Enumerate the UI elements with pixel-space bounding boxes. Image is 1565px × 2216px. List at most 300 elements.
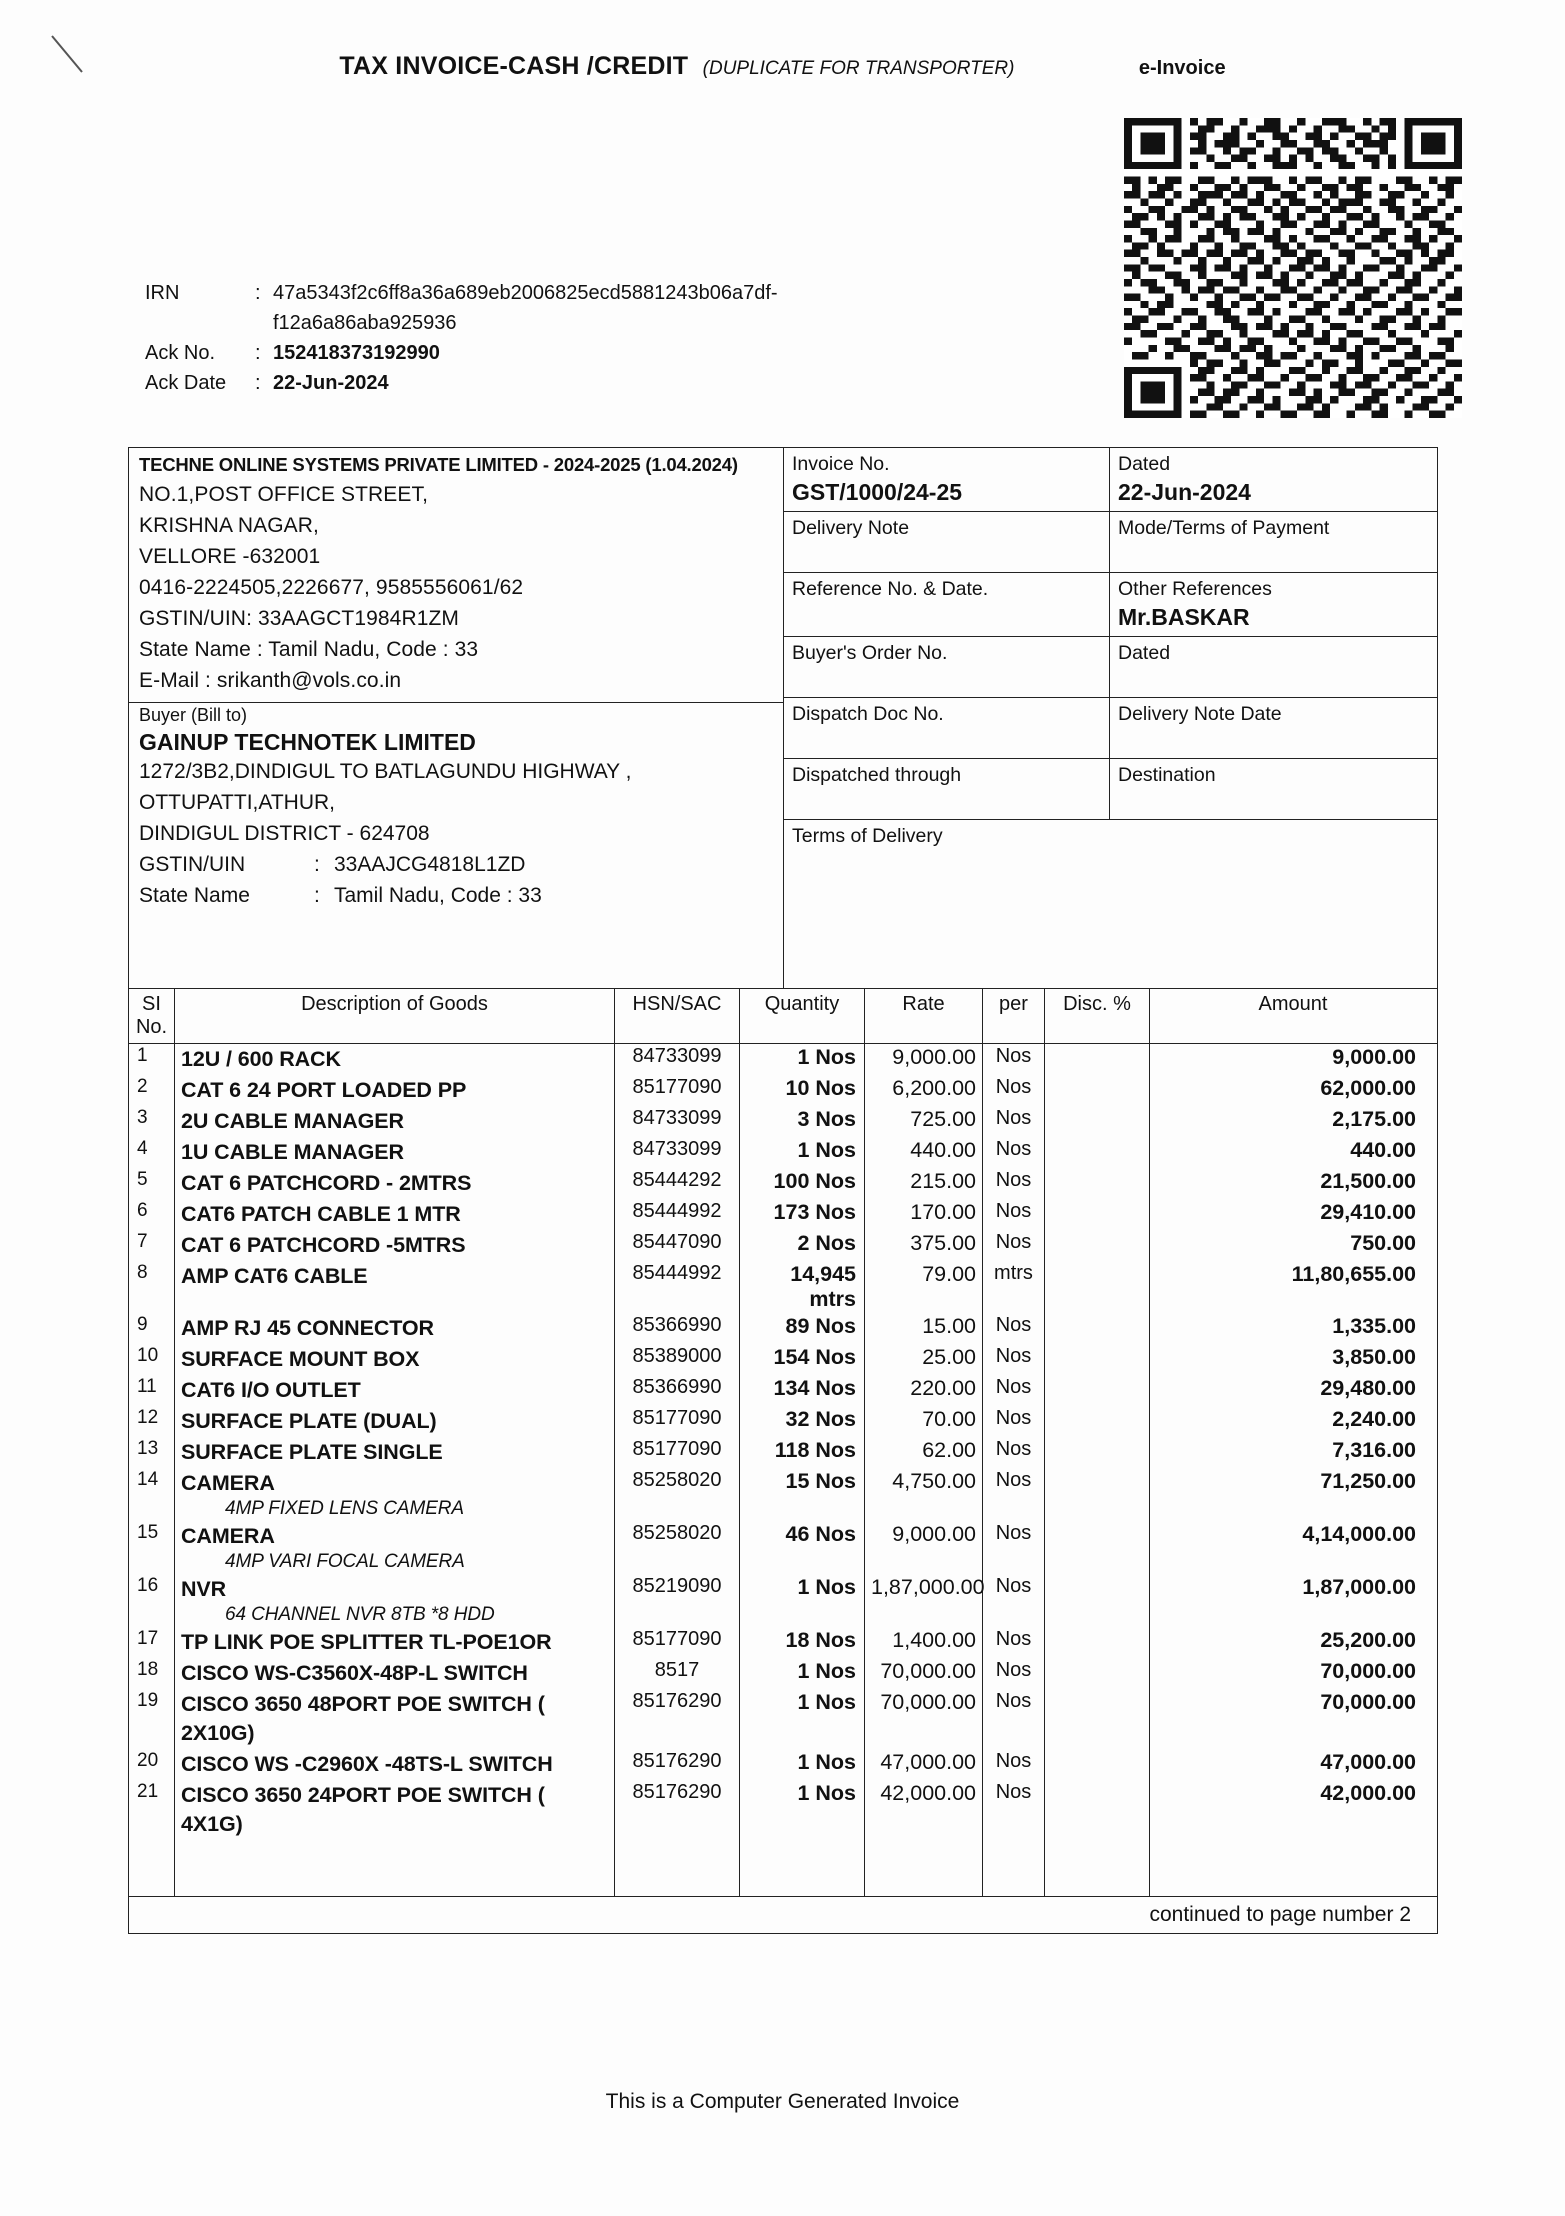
row-serial: 17 xyxy=(129,1627,175,1658)
row-rate: 725.00 xyxy=(865,1106,983,1137)
row-amount: 70,000.00 xyxy=(1320,1659,1416,1683)
meta-row-dispatched-through xyxy=(784,759,1437,820)
row-quantity: 1 Nos xyxy=(740,1780,865,1840)
buyers-order-cell xyxy=(784,637,1110,697)
row-description-main: CISCO WS -C2960X -48TS-L SWITCH xyxy=(181,1752,553,1776)
row-quantity: 1 Nos xyxy=(740,1658,865,1689)
row-description xyxy=(175,1780,615,1840)
row-description-sub: 64 CHANNEL NVR 8TB *8 HDD xyxy=(225,1604,495,1625)
row-serial: 8 xyxy=(129,1261,175,1313)
continued-note: continued to page number 2 xyxy=(129,1896,1437,1933)
row-description-main: 2U CABLE MANAGER xyxy=(181,1109,404,1133)
row-description-main: SURFACE PLATE (DUAL) xyxy=(181,1409,437,1433)
irn-label: IRN xyxy=(145,282,180,304)
seller-address-1: NO.1,POST OFFICE STREET, xyxy=(139,483,429,506)
other-references-value: Mr.BASKAR xyxy=(1118,604,1250,630)
row-hsn: 85219090 xyxy=(615,1574,740,1627)
einvoice-label: e-Invoice xyxy=(1138,57,1226,79)
row-disc xyxy=(1045,1689,1150,1749)
row-quantity: 14,945 mtrs xyxy=(740,1261,865,1313)
col-per: per xyxy=(983,989,1045,1043)
table-spacer-cell xyxy=(175,1840,615,1896)
table-row xyxy=(129,1689,1437,1749)
buyer-gstin-value: 33AAJCG4818L1ZD xyxy=(334,853,526,876)
meta-row-delivery-note xyxy=(784,512,1437,573)
seller-buyer-column xyxy=(129,448,784,988)
row-per: Nos xyxy=(983,1344,1045,1375)
row-disc xyxy=(1045,1627,1150,1658)
row-hsn: 85447090 xyxy=(615,1230,740,1261)
row-description-sub: 4MP VARI FOCAL CAMERA xyxy=(225,1551,465,1572)
destination-cell xyxy=(1110,759,1437,819)
duplicate-note: (DUPLICATE FOR TRANSPORTER) xyxy=(702,58,1015,79)
row-serial: 10 xyxy=(129,1344,175,1375)
row-rate: 70.00 xyxy=(865,1406,983,1437)
reference-label: Reference No. & Date. xyxy=(792,578,989,600)
table-spacer-row xyxy=(129,1840,1437,1896)
table-row xyxy=(129,1749,1437,1780)
row-amount: 71,250.00 xyxy=(1320,1469,1416,1493)
table-row xyxy=(129,1199,1437,1230)
row-per: Nos xyxy=(983,1780,1045,1840)
row-disc xyxy=(1045,1230,1150,1261)
meta-row-dispatch-doc xyxy=(784,698,1437,759)
row-amount: 4,14,000.00 xyxy=(1302,1522,1416,1546)
row-per: Nos xyxy=(983,1521,1045,1574)
buyers-order-dated-label: Dated xyxy=(1118,642,1171,664)
irn-value-line1: 47a5343f2c6ff8a36a689eb2006825ecd5881243b06a7df- xyxy=(273,282,778,304)
row-per: Nos xyxy=(983,1199,1045,1230)
row-description-main: CAT 6 24 PORT LOADED PP xyxy=(181,1078,467,1102)
irn-value-line2: f12a6a86aba925936 xyxy=(273,312,457,334)
table-spacer-cell xyxy=(983,1840,1045,1896)
row-amount: 70,000.00 xyxy=(1320,1690,1416,1714)
row-serial: 11 xyxy=(129,1375,175,1406)
reference-cell xyxy=(784,573,1110,636)
row-disc xyxy=(1045,1344,1150,1375)
invoice-dated-value: 22-Jun-2024 xyxy=(1118,479,1251,505)
row-quantity: 1 Nos xyxy=(740,1574,865,1627)
row-amount: 62,000.00 xyxy=(1320,1076,1416,1100)
row-disc xyxy=(1045,1168,1150,1199)
row-per: Nos xyxy=(983,1437,1045,1468)
row-hsn: 84733099 xyxy=(615,1106,740,1137)
col-description: Description of Goods xyxy=(175,989,615,1043)
row-description-main: CAMERA xyxy=(181,1471,275,1495)
row-description xyxy=(175,1137,615,1168)
row-amount: 21,500.00 xyxy=(1320,1169,1416,1193)
ack-date-label: Ack Date xyxy=(145,372,227,394)
row-per: Nos xyxy=(983,1406,1045,1437)
row-description-main: AMP CAT6 CABLE xyxy=(181,1264,368,1288)
invoice-dated-label: Dated xyxy=(1118,453,1171,475)
table-row xyxy=(129,1313,1437,1344)
buyers-order-label: Buyer's Order No. xyxy=(792,642,948,664)
table-row xyxy=(129,1375,1437,1406)
row-description-sub: 4MP FIXED LENS CAMERA xyxy=(225,1498,464,1519)
ack-no-colon: : xyxy=(255,342,261,364)
row-hsn: 84733099 xyxy=(615,1044,740,1075)
seller-state: State Name : Tamil Nadu, Code : 33 xyxy=(139,638,479,661)
row-serial: 21 xyxy=(129,1780,175,1840)
row-quantity: 18 Nos xyxy=(740,1627,865,1658)
table-spacer-cell xyxy=(1150,1840,1436,1896)
row-hsn: 85176290 xyxy=(615,1689,740,1749)
dispatched-through-cell xyxy=(784,759,1110,819)
row-disc xyxy=(1045,1106,1150,1137)
mode-terms-cell xyxy=(1110,512,1437,572)
row-quantity: 154 Nos xyxy=(740,1344,865,1375)
terms-of-delivery-label: Terms of Delivery xyxy=(792,825,943,847)
row-rate: 220.00 xyxy=(865,1375,983,1406)
row-hsn: 85176290 xyxy=(615,1780,740,1840)
row-description-main: SURFACE PLATE SINGLE xyxy=(181,1440,443,1464)
table-row xyxy=(129,1168,1437,1199)
row-hsn: 85444992 xyxy=(615,1261,740,1313)
seller-name: TECHNE ONLINE SYSTEMS PRIVATE LIMITED - 2024-2025 (1.04.2024) xyxy=(139,454,738,475)
meta-row-reference xyxy=(784,573,1437,637)
row-serial: 2 xyxy=(129,1075,175,1106)
row-rate: 1,400.00 xyxy=(865,1627,983,1658)
irn-row-continued xyxy=(145,308,778,338)
row-quantity: 1 Nos xyxy=(740,1137,865,1168)
items-table-body xyxy=(129,1044,1437,1896)
row-hsn: 85177090 xyxy=(615,1627,740,1658)
table-row xyxy=(129,1406,1437,1437)
row-amount: 47,000.00 xyxy=(1320,1750,1416,1774)
row-disc xyxy=(1045,1313,1150,1344)
row-description xyxy=(175,1574,615,1627)
table-row xyxy=(129,1468,1437,1521)
ack-no-label: Ack No. xyxy=(145,342,216,364)
row-serial: 20 xyxy=(129,1749,175,1780)
table-spacer-cell xyxy=(129,1840,175,1896)
row-description-main: CAT6 PATCH CABLE 1 MTR xyxy=(181,1202,461,1226)
col-hsn: HSN/SAC xyxy=(615,989,740,1043)
row-rate: 62.00 xyxy=(865,1437,983,1468)
row-rate: 9,000.00 xyxy=(865,1044,983,1075)
row-description xyxy=(175,1521,615,1574)
row-per: mtrs xyxy=(983,1261,1045,1313)
row-disc xyxy=(1045,1044,1150,1075)
row-description-main: NVR xyxy=(181,1577,227,1601)
row-hsn: 85177090 xyxy=(615,1437,740,1468)
buyer-address-3: DINDIGUL DISTRICT - 624708 xyxy=(139,822,430,845)
ack-no-value: 152418373192990 xyxy=(273,342,440,364)
row-per: Nos xyxy=(983,1106,1045,1137)
other-references-cell xyxy=(1110,573,1437,636)
col-sl-label: SI xyxy=(142,993,161,1015)
row-description xyxy=(175,1106,615,1137)
row-amount: 2,175.00 xyxy=(1332,1107,1416,1131)
seller-gstin: GSTIN/UIN: 33AAGCT1984R1ZM xyxy=(139,607,460,630)
buyer-heading: Buyer (Bill to) xyxy=(129,702,783,726)
row-hsn: 85366990 xyxy=(615,1375,740,1406)
row-amount: 29,410.00 xyxy=(1320,1200,1416,1224)
row-description-main: CAT 6 PATCHCORD -5MTRS xyxy=(181,1233,466,1257)
row-amount: 9,000.00 xyxy=(1332,1045,1416,1069)
buyer-gstin-row xyxy=(139,849,773,880)
row-per: Nos xyxy=(983,1313,1045,1344)
buyer-state-colon: : xyxy=(314,884,320,907)
buyer-state-value: Tamil Nadu, Code : 33 xyxy=(334,884,542,907)
row-hsn: 85444292 xyxy=(615,1168,740,1199)
row-description xyxy=(175,1468,615,1521)
footer-note: This is a Computer Generated Invoice xyxy=(605,2090,960,2113)
row-hsn: 85444992 xyxy=(615,1199,740,1230)
row-description-main: CAT6 I/O OUTLET xyxy=(181,1378,361,1402)
row-per: Nos xyxy=(983,1689,1045,1749)
row-quantity: 3 Nos xyxy=(740,1106,865,1137)
table-row xyxy=(129,1137,1437,1168)
seller-email: E-Mail : srikanth@vols.co.in xyxy=(139,669,402,692)
qr-code xyxy=(1124,118,1462,418)
row-description-main: CISCO WS-C3560X-48P-L SWITCH xyxy=(181,1661,528,1685)
row-quantity: 32 Nos xyxy=(740,1406,865,1437)
table-spacer-cell xyxy=(1045,1840,1150,1896)
row-quantity: 1 Nos xyxy=(740,1689,865,1749)
row-description xyxy=(175,1199,615,1230)
mode-terms-label: Mode/Terms of Payment xyxy=(1118,517,1330,539)
row-rate: 215.00 xyxy=(865,1168,983,1199)
row-disc xyxy=(1045,1749,1150,1780)
row-hsn: 84733099 xyxy=(615,1137,740,1168)
row-serial: 19 xyxy=(129,1689,175,1749)
row-rate: 47,000.00 xyxy=(865,1749,983,1780)
col-amount: Amount xyxy=(1258,993,1328,1015)
row-disc xyxy=(1045,1199,1150,1230)
col-sl xyxy=(129,989,175,1043)
table-row xyxy=(129,1106,1437,1137)
items-table-header xyxy=(129,989,1437,1044)
row-amount: 25,200.00 xyxy=(1320,1628,1416,1652)
row-serial: 4 xyxy=(129,1137,175,1168)
row-per: Nos xyxy=(983,1375,1045,1406)
table-row xyxy=(129,1344,1437,1375)
irn-colon: : xyxy=(255,282,261,304)
row-hsn: 85366990 xyxy=(615,1313,740,1344)
buyer-gstin-colon: : xyxy=(314,853,320,876)
buyer-state-row xyxy=(139,880,773,911)
buyers-order-dated-cell xyxy=(1110,637,1437,697)
row-amount: 29,480.00 xyxy=(1320,1376,1416,1400)
invoice-dated-cell xyxy=(1110,448,1437,511)
table-spacer-cell xyxy=(615,1840,740,1896)
row-disc xyxy=(1045,1521,1150,1574)
row-description-main: CISCO 3650 48PORT POE SWITCH ( 2X10G) xyxy=(181,1692,545,1745)
row-amount: 1,87,000.00 xyxy=(1302,1575,1416,1599)
dispatched-through-label: Dispatched through xyxy=(792,764,962,786)
destination-label: Destination xyxy=(1118,764,1216,786)
row-description xyxy=(175,1230,615,1261)
row-quantity: 46 Nos xyxy=(740,1521,865,1574)
row-quantity: 10 Nos xyxy=(740,1075,865,1106)
row-quantity: 118 Nos xyxy=(740,1437,865,1468)
buyer-address-1: 1272/3B2,DINDIGUL TO BATLAGUNDU HIGHWAY , xyxy=(139,760,632,783)
buyer-address-2: OTTUPATTI,ATHUR, xyxy=(139,791,335,814)
invoice-no-label: Invoice No. xyxy=(792,453,890,475)
row-amount: 1,335.00 xyxy=(1332,1314,1416,1338)
row-rate: 6,200.00 xyxy=(865,1075,983,1106)
row-description xyxy=(175,1658,615,1689)
row-description xyxy=(175,1375,615,1406)
row-per: Nos xyxy=(983,1075,1045,1106)
ack-no-row xyxy=(145,338,778,368)
table-row xyxy=(129,1574,1437,1627)
row-quantity: 89 Nos xyxy=(740,1313,865,1344)
row-amount: 2,240.00 xyxy=(1332,1407,1416,1431)
row-hsn: 85389000 xyxy=(615,1344,740,1375)
row-quantity: 100 Nos xyxy=(740,1168,865,1199)
table-row xyxy=(129,1230,1437,1261)
meta-row-invoice xyxy=(784,448,1437,512)
row-serial: 5 xyxy=(129,1168,175,1199)
seller-address-3: VELLORE -632001 xyxy=(139,545,321,568)
table-row xyxy=(129,1627,1437,1658)
row-disc xyxy=(1045,1137,1150,1168)
row-per: Nos xyxy=(983,1749,1045,1780)
row-serial: 15 xyxy=(129,1521,175,1574)
ack-date-row xyxy=(145,368,778,398)
page-title: TAX INVOICE-CASH /CREDIT xyxy=(339,52,689,80)
row-per: Nos xyxy=(983,1137,1045,1168)
document-header xyxy=(0,52,1565,81)
delivery-note-date-cell xyxy=(1110,698,1437,758)
delivery-note-cell xyxy=(784,512,1110,572)
row-hsn: 85177090 xyxy=(615,1406,740,1437)
row-rate: 170.00 xyxy=(865,1199,983,1230)
buyer-name: GAINUP TECHNOTEK LIMITED xyxy=(139,729,476,755)
row-quantity: 173 Nos xyxy=(740,1199,865,1230)
row-description-main: 12U / 600 RACK xyxy=(181,1047,341,1071)
row-disc xyxy=(1045,1658,1150,1689)
row-amount: 42,000.00 xyxy=(1320,1781,1416,1805)
row-hsn: 85258020 xyxy=(615,1521,740,1574)
row-description xyxy=(175,1689,615,1749)
row-per: Nos xyxy=(983,1168,1045,1199)
row-disc xyxy=(1045,1780,1150,1840)
row-serial: 16 xyxy=(129,1574,175,1627)
row-description-main: CISCO 3650 24PORT POE SWITCH ( 4X1G) xyxy=(181,1783,545,1836)
row-disc xyxy=(1045,1468,1150,1521)
row-description-main: CAMERA xyxy=(181,1524,275,1548)
table-row xyxy=(129,1780,1437,1840)
row-quantity: 1 Nos xyxy=(740,1044,865,1075)
col-quantity: Quantity xyxy=(740,989,865,1043)
invoice-no-cell xyxy=(784,448,1110,511)
row-quantity: 15 Nos xyxy=(740,1468,865,1521)
row-description-main: TP LINK POE SPLITTER TL-POE1OR xyxy=(181,1630,552,1654)
seller-phone: 0416-2224505,2226677, 9585556061/62 xyxy=(139,576,524,599)
row-description xyxy=(175,1437,615,1468)
row-quantity: 1 Nos xyxy=(740,1749,865,1780)
ack-date-colon: : xyxy=(255,372,261,394)
terms-of-delivery-cell xyxy=(784,820,1437,988)
row-disc xyxy=(1045,1261,1150,1313)
buyer-gstin-label: GSTIN/UIN xyxy=(139,853,246,876)
row-rate: 15.00 xyxy=(865,1313,983,1344)
row-description xyxy=(175,1344,615,1375)
row-rate: 42,000.00 xyxy=(865,1780,983,1840)
table-row xyxy=(129,1261,1437,1313)
seller-address-2: KRISHNA NAGAR, xyxy=(139,514,319,537)
irn-row xyxy=(145,278,778,308)
row-per: Nos xyxy=(983,1574,1045,1627)
row-description-main: SURFACE MOUNT BOX xyxy=(181,1347,420,1371)
row-rate: 440.00 xyxy=(865,1137,983,1168)
delivery-note-label: Delivery Note xyxy=(792,517,910,539)
row-hsn: 85258020 xyxy=(615,1468,740,1521)
col-sl-sub-label: No. xyxy=(135,1016,168,1038)
meta-row-buyers-order xyxy=(784,637,1437,698)
row-disc xyxy=(1045,1574,1150,1627)
row-hsn: 85176290 xyxy=(615,1749,740,1780)
row-rate: 70,000.00 xyxy=(865,1689,983,1749)
meta-row-terms-of-delivery xyxy=(784,820,1437,988)
row-disc xyxy=(1045,1375,1150,1406)
table-row xyxy=(129,1521,1437,1574)
row-serial: 18 xyxy=(129,1658,175,1689)
row-serial: 12 xyxy=(129,1406,175,1437)
row-rate: 70,000.00 xyxy=(865,1658,983,1689)
table-row xyxy=(129,1075,1437,1106)
row-quantity: 134 Nos xyxy=(740,1375,865,1406)
invoice-no-value: GST/1000/24-25 xyxy=(792,479,963,505)
row-disc xyxy=(1045,1406,1150,1437)
invoice-body xyxy=(128,447,1438,1934)
table-row xyxy=(129,1437,1437,1468)
row-rate: 25.00 xyxy=(865,1344,983,1375)
row-amount: 7,316.00 xyxy=(1332,1438,1416,1462)
row-description-main: AMP RJ 45 CONNECTOR xyxy=(181,1316,434,1340)
row-rate: 1,87,000.00 xyxy=(865,1574,983,1627)
table-row xyxy=(129,1658,1437,1689)
row-description xyxy=(175,1261,615,1313)
row-serial: 7 xyxy=(129,1230,175,1261)
row-per: Nos xyxy=(983,1044,1045,1075)
row-disc xyxy=(1045,1075,1150,1106)
row-rate: 375.00 xyxy=(865,1230,983,1261)
row-description xyxy=(175,1749,615,1780)
row-hsn: 8517 xyxy=(615,1658,740,1689)
row-description xyxy=(175,1075,615,1106)
table-spacer-cell xyxy=(740,1840,865,1896)
table-spacer-cell xyxy=(865,1840,983,1896)
row-description xyxy=(175,1168,615,1199)
ack-date-value: 22-Jun-2024 xyxy=(273,372,389,394)
row-amount: 3,850.00 xyxy=(1332,1345,1416,1369)
col-disc: Disc. % xyxy=(1045,989,1150,1043)
row-description xyxy=(175,1313,615,1344)
delivery-note-date-label: Delivery Note Date xyxy=(1118,703,1282,725)
row-disc xyxy=(1045,1437,1150,1468)
row-serial: 9 xyxy=(129,1313,175,1344)
row-rate: 4,750.00 xyxy=(865,1468,983,1521)
row-per: Nos xyxy=(983,1230,1045,1261)
row-serial: 13 xyxy=(129,1437,175,1468)
row-quantity: 2 Nos xyxy=(740,1230,865,1261)
row-amount: 11,80,655.00 xyxy=(1291,1262,1416,1286)
row-description-main: 1U CABLE MANAGER xyxy=(181,1140,404,1164)
row-serial: 3 xyxy=(129,1106,175,1137)
other-references-label: Other References xyxy=(1118,578,1272,600)
irn-block xyxy=(145,278,778,398)
dispatch-doc-cell xyxy=(784,698,1110,758)
row-description-main: CAT 6 PATCHCORD - 2MTRS xyxy=(181,1171,472,1195)
row-description xyxy=(175,1627,615,1658)
table-row xyxy=(129,1044,1437,1075)
row-hsn: 85177090 xyxy=(615,1075,740,1106)
